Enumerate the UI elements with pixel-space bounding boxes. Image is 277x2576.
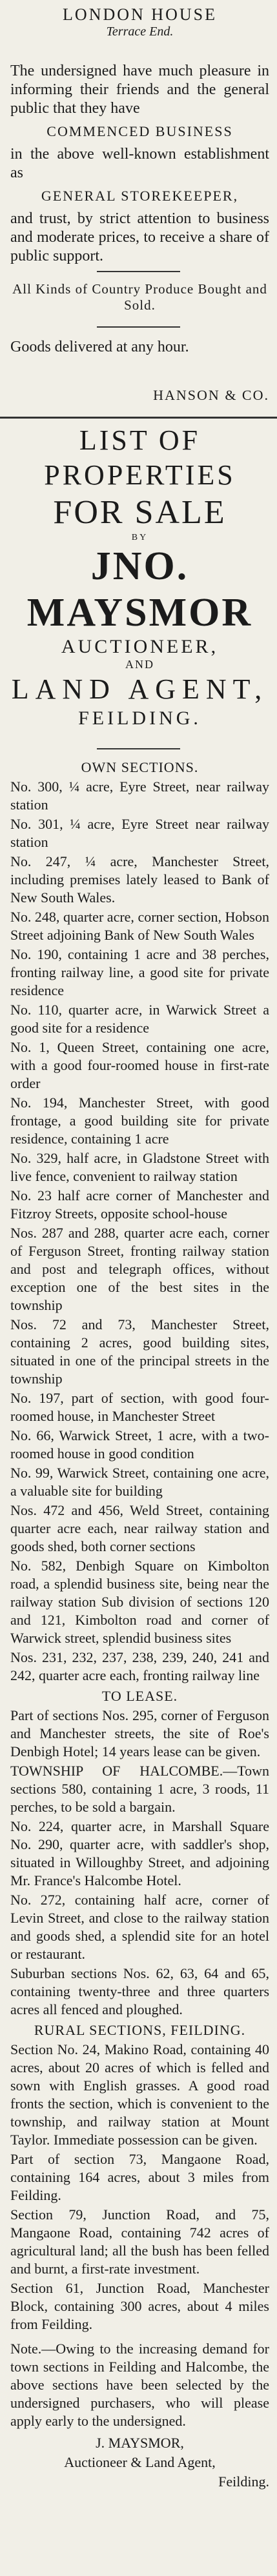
property-listing: No. 300, ¼ acre, Eyre Street, near railway station (10, 778, 269, 813)
notice-promise: and trust, by strict attention to business and moderate prices, to receive a share of public support. (10, 210, 269, 264)
rural-listing: Section 79, Junction Road, and 75, Mangaone Road, containing 742 acres of agricultural land; all the bush has been felled and burnt, a first-rate investment. (10, 2206, 269, 2277)
own-sections-list (10, 778, 269, 1685)
notice-location: in the above well-known establishment as (10, 146, 269, 181)
notice-intro: The undersigned have much pleasure in informing their friends and the general public that they have (10, 63, 269, 117)
notice-produce-block (10, 281, 269, 313)
notice-title: LONDON HOUSE (63, 5, 217, 24)
notice-commenced: COMMENCED BUSINESS (46, 123, 233, 139)
property-listing: No. 23 half acre corner of Manchester and Fitzroy Streets, opposite school-house (10, 1187, 269, 1222)
ad-signature-town: Feilding. (218, 2473, 269, 2490)
property-listing: Nos. 72 and 73, Manchester Street, containing 2 acres, good building sites, situated in one of the principal streets in the township (10, 1316, 269, 1387)
ad-by: BY (131, 533, 149, 542)
property-listing: No. 66, Warwick Street, 1 acre, with a two-roomed house in good condition (10, 1427, 269, 1461)
divider (0, 417, 277, 419)
ad-listings (10, 756, 269, 2492)
rural-listing: Section 61, Junction Road, Manchester Block, containing 300 acres, about 4 miles from Feilding. (10, 2280, 269, 2332)
divider (97, 748, 180, 749)
lease-listing: Suburban sections Nos. 62, 63, 64 and 65, containing twenty-three and three quarters acres all fenced and ploughed. (10, 1965, 269, 2017)
ad-header (10, 423, 269, 729)
divider (97, 271, 180, 272)
lease-listing: TOWNSHIP OF HALCOMBE.—Town sections 580, containing 1 acre, 3 roods, 11 perches, to be sold a bargain. (10, 1763, 269, 1815)
notice-delivery-block (10, 338, 269, 357)
rural-listing: Part of section 73, Mangaone Road, containing 164 acres, about 3 miles from Feilding. (10, 2151, 269, 2203)
lease-listing: No. 224, quarter acre, in Marshall Square No. 290, quarter acre, with saddler's shop, situated in Willoughby Street, and adjoining Mr. France's Halcombe Hotel. (10, 1818, 269, 1888)
ad-for-sale: FOR SALE (53, 494, 227, 531)
lease-listing: No. 272, containing half acre, corner of Levin Street, and close to the railway station and goods shed, a splendid site for an hotel or restaurant. (10, 1892, 269, 1962)
notice-signature: HANSON & CO. (153, 387, 269, 403)
notice-subtitle: Terrace End. (106, 25, 174, 39)
property-listing: No. 248, quarter acre, corner section, Hobson Street adjoining Bank of New South Wales (10, 909, 269, 943)
ad-town: FEILDING. (78, 708, 201, 729)
notice-delivery: Goods delivered at any hour. (10, 339, 189, 355)
ad-signature-name: J. MAYSMOR, (96, 2435, 184, 2451)
ad-and: AND (125, 658, 154, 671)
lease-listing: Part of sections Nos. 295, corner of Ferguson and Manchester streets, the site of Roe's Denbigh Hotel; 14 years lease can be given. (10, 1707, 269, 1759)
notice-body (10, 62, 269, 266)
property-listing: Nos. 472 and 456, Weld Street, containing quarter acre each, near railway station and goods shed, both corner sections (10, 1502, 269, 1554)
property-listing: Nos. 231, 232, 237, 238, 239, 240, 241 and 242, quarter acre each, fronting railway line (10, 1649, 269, 1683)
rural-list (10, 2041, 269, 2333)
ad-signature-title: Auctioneer & Land Agent, (64, 2454, 216, 2470)
property-listing: No. 582, Denbigh Square on Kimbolton road, a splendid business site, being near the railway station Sub division of sections 120 and 121, Kimbolton road and corner of Warwick street, splendid business sites (10, 1558, 269, 1646)
notice-produce: All Kinds of Country Produce Bought and Sold. (12, 281, 267, 313)
property-listing: Nos. 287 and 288, quarter acre each, corner of Ferguson Street, fronting railway station and post and telegraph offices, without exception one of the best sites in the township (10, 1225, 269, 1313)
rural-heading: RURAL SECTIONS, FEILDING. (34, 2022, 246, 2038)
notice-trade: GENERAL STOREKEEPER, (41, 188, 239, 204)
property-listing: No. 301, ¼ acre, Eyre Street near railway station (10, 816, 269, 850)
property-listing: No. 99, Warwick Street, containing one acre, a valuable site for building (10, 1465, 269, 1499)
ad-list-head: LIST OF PROPERTIES (44, 424, 236, 491)
property-listing: No. 110, quarter acre, in Warwick Street a good site for a residence (10, 1002, 269, 1036)
ad-land-agent: LAND AGENT, (11, 673, 269, 705)
property-listing: No. 190, containing 1 acre and 38 perches, fronting railway line, a good site for private residence (10, 946, 269, 998)
own-sections-heading: OWN SECTIONS. (81, 759, 199, 775)
ad-note: Note.—Owing to the increasing demand for town sections in Feilding and Halcombe, the above sections have been selected by the undersigned purchasers, who will please apply early to the undersigned. (10, 2341, 269, 2429)
property-listing: No. 247, ¼ acre, Manchester Street, including premises lately leased to Bank of New South Wales. (10, 853, 269, 906)
to-lease-list (10, 1707, 269, 2019)
property-listing: No. 329, half acre, in Gladstone Street with live fence, convenient to railway station (10, 1150, 269, 1184)
notice-header (10, 5, 269, 39)
notice-signature-block (10, 387, 269, 404)
rural-listing: Section No. 24, Makino Road, containing 40 acres, about 20 acres of which is felled and sown with English grasses. A good road fronts the section, which is convenient to the township, and railway station at Mount Taylor. Immediate possession can be given. (10, 2041, 269, 2148)
to-lease-heading: TO LEASE. (101, 1688, 178, 1704)
property-listing: No. 194, Manchester Street, with good frontage, a good building site for private residence, containing 1 acre (10, 1095, 269, 1147)
divider (97, 326, 180, 328)
ad-auctioneer: AUCTIONEER, (61, 636, 219, 657)
ad-name: JNO. MAYSMOR (26, 544, 253, 635)
property-listing: No. 197, part of section, with good four-roomed house, in Manchester Street (10, 1390, 269, 1424)
property-listing: No. 1, Queen Street, containing one acre, with a good four-roomed house in first-rate order (10, 1039, 269, 1091)
